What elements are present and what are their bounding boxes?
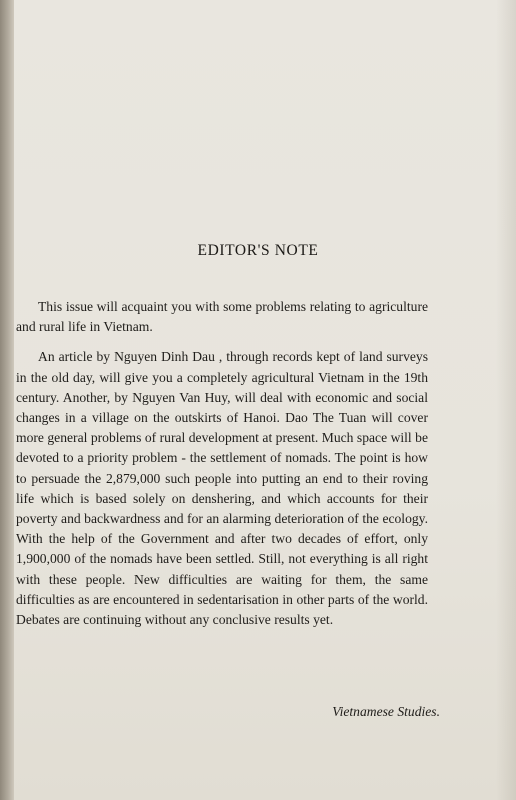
book-page <box>14 0 516 800</box>
intro-paragraph: This issue will acquaint you with some problems relating to agriculture and rural life in Vietnam. <box>16 299 428 335</box>
body-text <box>16 297 428 630</box>
signature: Vietnamese Studies. <box>332 704 440 719</box>
page-heading: EDITOR'S NOTE <box>197 242 319 259</box>
book-spine-edge <box>0 0 14 800</box>
main-paragraph: An article by Nguyen Dinh Dau , through records kept of land surveys in the old day, will give you a completely agricultural Vietnam in the 19th century. Another, by Nguyen Van Huy, will deal with economic and social changes in a village on the outskirts of Hanoi. Dao The Tuan will cover more general problems of rural development at present. Much space will be devoted to a priority problem - the settlement of nomads. The point is how to persuade the 2,879,000 such people into putting an end to their roving life which is based solely on denshering, and which accounts for their poverty and backwardness and for an alarming deterioration of the ecology. With the help of the Government and after two decades of effort, only 1,900,000 of the nomads have been settled. Still, not everything is all right with these people. New difficulties are waiting for them, the same difficulties as are encountered in sedentarisation in other parts of the world. Debates are continuing without any conclusive results yet. <box>16 349 428 628</box>
